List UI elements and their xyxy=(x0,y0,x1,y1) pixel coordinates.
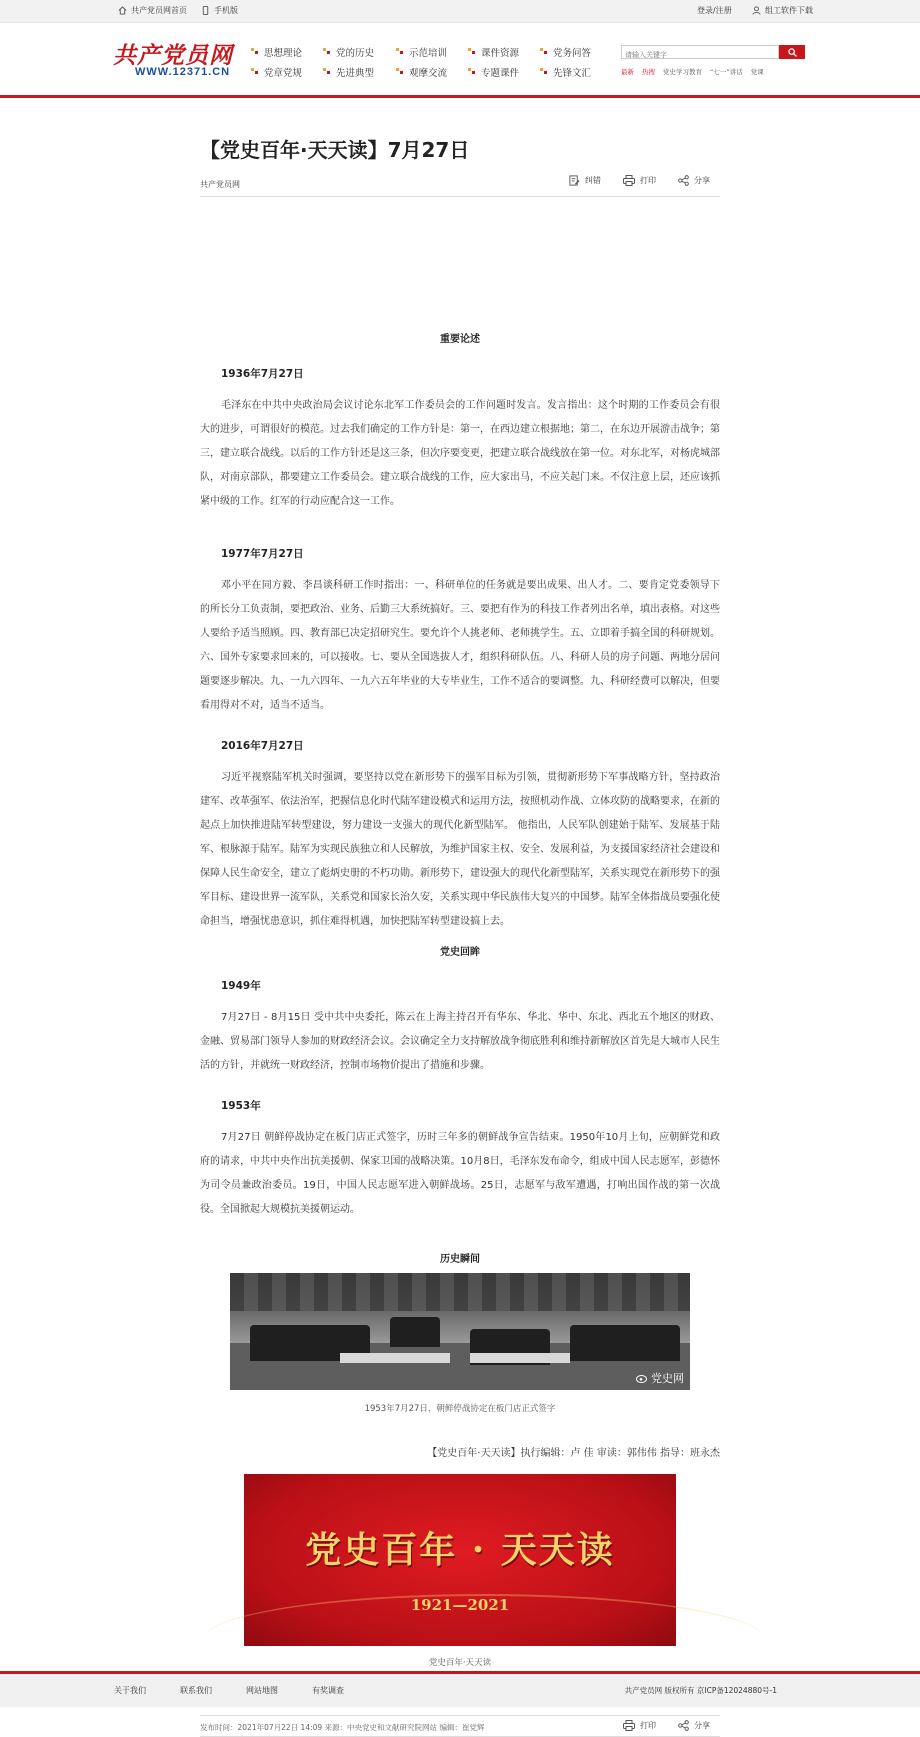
photo-table xyxy=(340,1353,450,1363)
site-footer xyxy=(0,1671,920,1707)
logo-url: WWW.12371.CN xyxy=(135,66,231,78)
article-title: 【党史百年·天天读】7月27日 xyxy=(200,138,470,162)
footer-link[interactable]: 联系我们 xyxy=(180,1686,212,1695)
nav-column-4 xyxy=(468,46,519,77)
nav-bullet-icon xyxy=(540,68,547,75)
article-tools-bottom xyxy=(623,1720,710,1731)
nav-bullet-icon xyxy=(396,48,403,55)
footer-links xyxy=(114,1685,344,1696)
correct-button[interactable]: 纠错 xyxy=(569,175,601,186)
photo-watermark: 党史网 xyxy=(636,1370,684,1386)
footer-link[interactable]: 网站地图 xyxy=(246,1686,278,1695)
edit-icon xyxy=(569,175,580,186)
footer-link[interactable]: 有奖调查 xyxy=(312,1686,344,1695)
article-tools xyxy=(569,175,710,186)
photo-wall xyxy=(230,1273,690,1311)
mobile-link-label: 手机版 xyxy=(214,6,238,15)
nav-item[interactable]: 专题课件 xyxy=(468,66,519,77)
editor-credits: 【党史百年·天天读】执行编辑：卢 佳 审读：郭伟伟 指导：班永杰 xyxy=(427,1448,720,1459)
search-input[interactable] xyxy=(622,49,778,61)
date-heading: 1953年 xyxy=(221,1100,261,1112)
hot-search-links xyxy=(621,67,764,76)
nav-item[interactable]: 示范培训 xyxy=(396,46,447,57)
nav-item[interactable]: 党章党规 xyxy=(251,66,302,77)
print-button[interactable]: 打印 xyxy=(623,175,656,186)
search-icon xyxy=(788,48,797,57)
nav-item[interactable]: 先锋文汇 xyxy=(540,66,591,77)
header-divider xyxy=(0,95,920,98)
nav-bullet-icon xyxy=(323,68,330,75)
logo-text: 共产党员网 xyxy=(113,42,233,69)
paragraph: 毛泽东在中共中央政治局会议讨论东北军工作委员会的工作问题时发言。发言指出：这个时期的工作委员会有很大的进步，可谓很好的模范。过去我们确定的工作方针是：第一，在西边建立根据地；第二，在东边开展游击战争；第三，建立联合战线。以后的工作方针还是这三条，但次序要变更，把建立联合战线放在第一位。对东北军，对杨虎城部队，对南京部队，都要建立工作委员会。建立联合战线的工作，应大家出马，不应关起门来。不仅注意上层，还应该抓紧中级的工作。红军的行动应配合这一工作。 xyxy=(200,400,720,507)
user-icon xyxy=(752,6,761,15)
series-banner xyxy=(244,1474,676,1646)
login-link[interactable] xyxy=(697,5,732,16)
banner-title: 党史百年 · 天天读 xyxy=(305,1529,615,1571)
nav-bullet-icon xyxy=(540,48,547,55)
date-heading: 1936年7月27日 xyxy=(221,368,304,380)
nav-item[interactable]: 观摩交流 xyxy=(396,66,447,77)
history-photo xyxy=(230,1273,690,1390)
home-link-label: 共产党员网首页 xyxy=(131,6,187,15)
photo-crowd xyxy=(570,1325,680,1361)
weibo-icon xyxy=(636,1373,648,1383)
hot-link[interactable]: 最新 xyxy=(621,68,634,76)
mobile-link[interactable] xyxy=(201,5,238,16)
photo-caption: 1953年7月27日，朝鲜停战协定在板门店正式签字 xyxy=(364,1404,556,1414)
phone-icon xyxy=(201,6,210,15)
publish-info-bar xyxy=(200,1715,720,1737)
hot-link[interactable]: 党史学习教育 xyxy=(663,68,702,76)
nav-bullet-icon xyxy=(468,48,475,55)
download-label: 组工软件下载 xyxy=(765,6,813,15)
print-icon xyxy=(623,1720,635,1731)
section-heading: 党史回眸 xyxy=(440,947,480,958)
login-label: 登录/注册 xyxy=(697,6,732,15)
paragraph: 习近平视察陆军机关时强调，要坚持以党在新形势下的强军目标为引领，贯彻新形势下军事战略方针，坚持政治建军、改革强军、依法治军，把握信息化时代陆军建设模式和运用方法，按照机动作战、立体攻防的战略要求，在新的起点上加快推进陆军转型建设，努力建设一支强大的现代化新型陆军。 他指出，人民军队创建始于陆军、发展基于陆军、根脉源于陆军。陆军为实现民族独立和人民解放，为维护国家主权、安全、发展利益，为支援国家经济社会建设和保障人民生命安全，建立了彪炳史册的不朽功勋。新形势下，建设强大的现代化新型陆军，关系实现党在新形势下的强军目标、建设世界一流军队，关系党和国家长治久安，关系实现中华民族伟大复兴的中国梦。陆军全体指战员要强化使命担当，增强忧患意识，抓住难得机遇，加快把陆军转型建设搞上去。 xyxy=(200,772,720,927)
home-link[interactable] xyxy=(118,5,187,16)
share-icon xyxy=(678,175,689,186)
paragraph: 邓小平在同方毅、李昌谈科研工作时指出：一、科研单位的任务就是要出成果、出人才。二、要肯定党委领导下的所长分工负责制，要把政治、业务、后勤三大系统搞好。三、要把有作为的科技工作者列出名单，填出表格。对这些人要给予适当照顾。四、教育部已决定招研究生。要允许个人挑老师、老师挑学生。五、立即着手搞全国的科研规划。六、国外专家要求回来的，可以接收。七、要从全国选拔人才，组织科研队伍。八、科研人员的房子问题、两地分居问题要逐步解决。九、一九六四年、一九六五年毕业的大专毕业生，工作不适合的要调整。九、科研经费可以解决，但要看用得对不对，适当不适当。 xyxy=(200,580,720,711)
hot-link[interactable]: 热搜 xyxy=(642,68,655,76)
nav-bullet-icon xyxy=(251,48,258,55)
copyright: 共产党员网 版权所有 京ICP备12024880号-1 xyxy=(624,1686,777,1695)
site-logo[interactable] xyxy=(113,37,233,85)
nav-bullet-icon xyxy=(396,68,403,75)
search-box xyxy=(621,45,779,59)
download-link[interactable] xyxy=(752,5,813,16)
banner-years: 1921—2021 xyxy=(410,1596,510,1614)
nav-bullet-icon xyxy=(468,68,475,75)
date-heading: 2016年7月27日 xyxy=(221,740,304,752)
nav-item[interactable]: 先进典型 xyxy=(323,66,374,77)
nav-column-5 xyxy=(540,46,591,77)
nav-item[interactable]: 党务问答 xyxy=(540,46,591,57)
date-heading: 1949年 xyxy=(221,980,261,992)
publish-info: 发布时间：2021年07月22日 14:09 来源：中央党史和文献研究院网站 编辑：崔党辉 xyxy=(200,1723,485,1732)
print-button[interactable]: 打印 xyxy=(623,1720,656,1731)
site-header xyxy=(0,23,920,97)
date-heading: 1977年7月27日 xyxy=(221,548,304,560)
paragraph: 7月27日 朝鲜停战协定在板门店正式签字，历时三年多的朝鲜战争宣告结束。1950年10月上旬，应朝鲜党和政府的请求，中共中央作出抗美援朝、保家卫国的战略决策。10月8日，毛泽东发布命令，组成中国人民志愿军，彭德怀为司令员兼政治委员。19日，中国人民志愿军进入朝鲜战场。25日，志愿军与敌军遭遇，打响出国作战的第一次战役。全国掀起大规模抗美援朝运动。 xyxy=(200,1132,720,1215)
home-icon xyxy=(118,6,127,15)
article-meta xyxy=(200,175,720,197)
print-icon xyxy=(623,175,635,186)
section-heading: 历史瞬间 xyxy=(440,1254,480,1265)
footer-link[interactable]: 关于我们 xyxy=(114,1686,146,1695)
banner-caption: 党史百年·天天读 xyxy=(428,1658,492,1668)
top-bar xyxy=(0,0,920,23)
article-source: 共产党员网 xyxy=(200,180,240,189)
nav-column-1 xyxy=(251,46,302,77)
hot-link[interactable]: 党课 xyxy=(750,68,764,76)
search-button[interactable] xyxy=(779,45,805,59)
nav-item[interactable]: 课件资源 xyxy=(468,46,519,57)
share-icon xyxy=(678,1720,689,1731)
nav-bullet-icon xyxy=(323,48,330,55)
nav-item[interactable]: 思想理论 xyxy=(251,46,302,57)
nav-column-3 xyxy=(396,46,447,77)
photo-table xyxy=(470,1353,570,1363)
share-button[interactable]: 分享 xyxy=(678,1720,710,1731)
share-button[interactable]: 分享 xyxy=(678,175,710,186)
nav-item[interactable]: 党的历史 xyxy=(323,46,374,57)
photo-crowd xyxy=(390,1317,440,1347)
hot-link[interactable]: “七一”讲话 xyxy=(710,68,743,76)
nav-bullet-icon xyxy=(251,68,258,75)
paragraph: 7月27日 - 8月15日 受中共中央委托，陈云在上海主持召开有华东、华北、华中、东北、西北五个地区的财政、金融、贸易部门领导人参加的财政经济会议。会议确定全力支持解放战争彻底胜利和维持新解放区首先是大城市人民生活的方针，并就统一财政经济，控制市场物价提出了措施和步骤。 xyxy=(200,1012,720,1071)
section-heading: 重要论述 xyxy=(440,334,480,345)
nav-column-2 xyxy=(323,46,374,77)
